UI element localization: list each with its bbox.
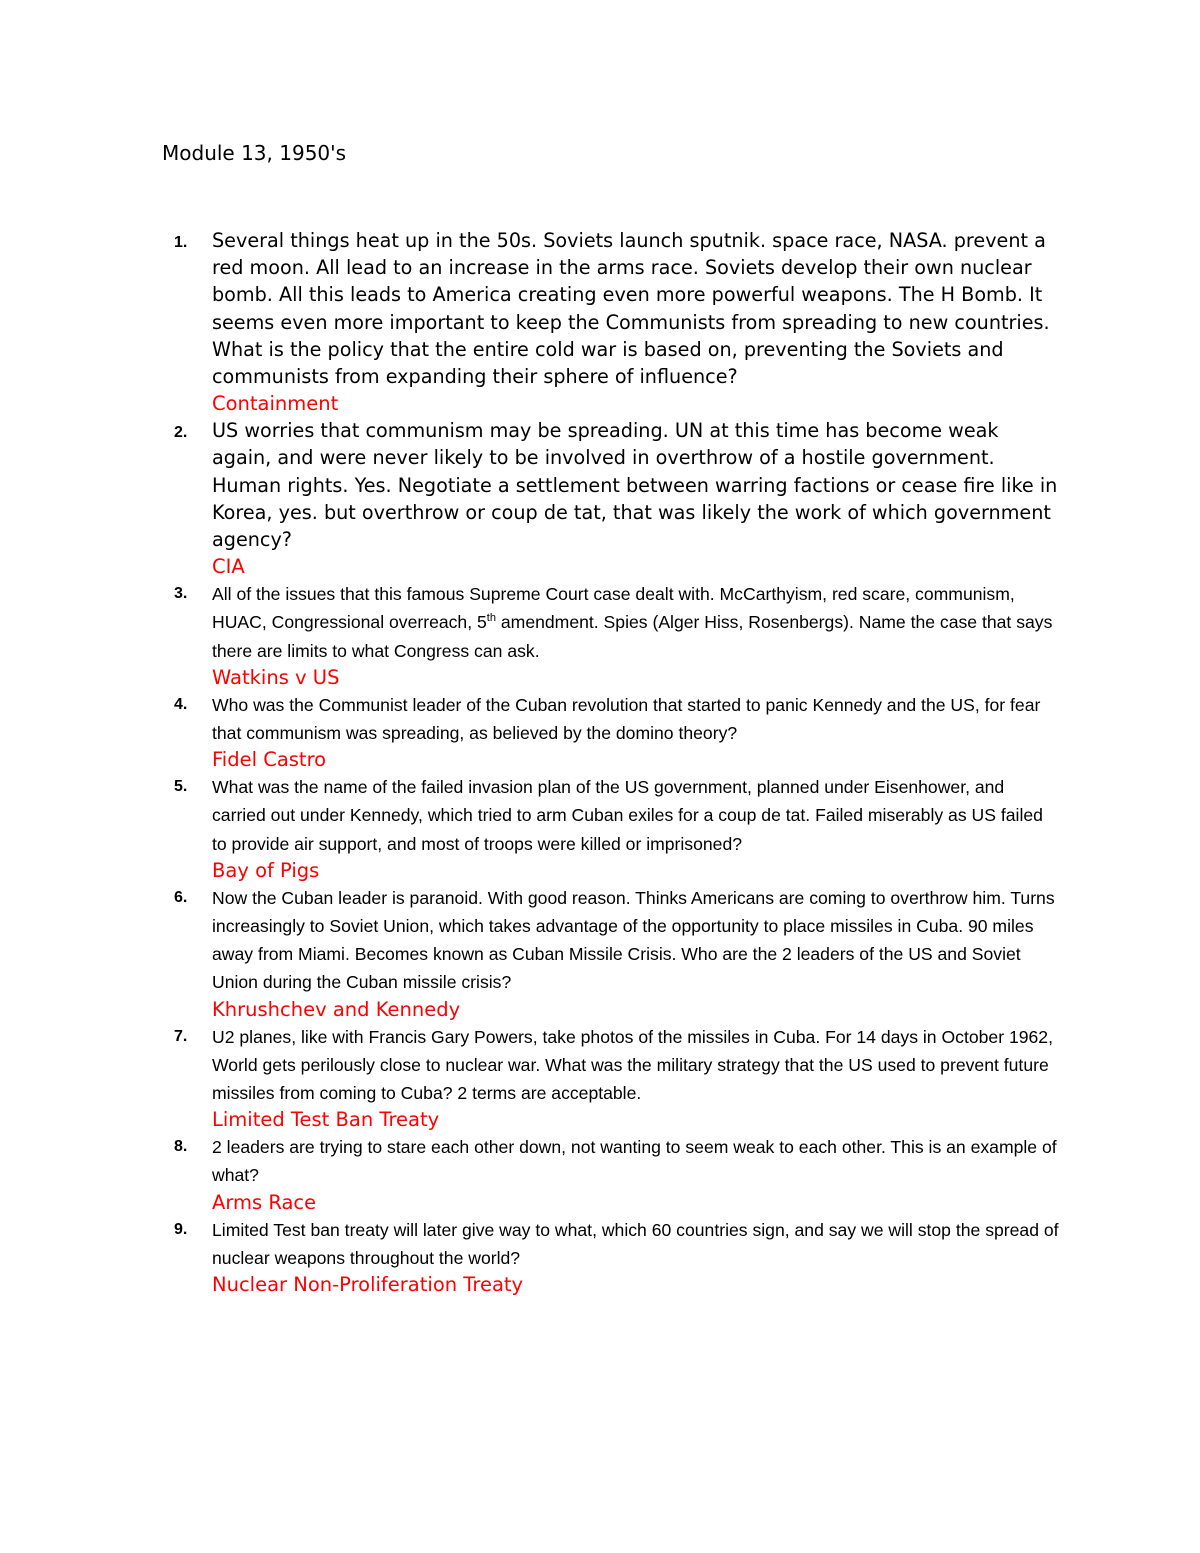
answer-text: Khrushchev and Kennedy (212, 997, 461, 1021)
question-text: Several things heat up in the 50s. Soviets launch sputnik. space race, NASA. prevent a red moon. All lead to an increase in the arms race. Soviets develop their own nuclear bomb. All this leads to America creating even more powerful weapons. The H Bomb. It seems even more important to keep the Communists from spreading to new countries. What is the policy that the entire cold war is based on, preventing the Soviets and communists from expanding their sphere of influence? (212, 229, 1050, 389)
question-item-3 (0, 580, 1062, 691)
answer-text: Containment (212, 392, 339, 416)
question-text: 2 leaders are trying to stare each other down, not wanting to seem weak to each other. This is an example of what? (212, 1137, 1057, 1186)
question-number: 3. (174, 585, 188, 603)
question-item-8 (0, 1133, 1062, 1215)
answer-text: Arms Race (212, 1190, 317, 1214)
question-text (212, 580, 1062, 665)
question-text: Limited Test ban treaty will later give way to what, which 60 countries sign, and say we will stop the spread of nuclear weapons throughout the world? (212, 1219, 1059, 1268)
question-text: What was the name of the failed invasion plan of the US government, planned under Eisenhower, and carried out under Kennedy, which tried to arm Cuban exiles for a coup de tat. Failed miserably as US failed to provide air support, and most of troops were killed or imprisoned? (212, 777, 1043, 854)
question-number: 4. (174, 695, 188, 713)
question-number: 9. (174, 1220, 188, 1238)
question-number: 5. (174, 778, 188, 796)
question-item-7 (0, 1023, 1062, 1134)
question-item-2 (0, 417, 1062, 580)
question-text: Now the Cuban leader is paranoid. With good reason. Thinks Americans are coming to overthrow him. Turns increasingly to Soviet Union, which takes advantage of the opportunity to place missiles in Cuba. 90 miles away from Miami. Becomes known as Cuban Missile Crisis. Who are the 2 leaders of the US and Soviet Union during the Cuban missile crisis? (212, 887, 1055, 993)
answer-text: Fidel Castro (212, 748, 327, 772)
answer-text: Bay of Pigs (212, 858, 320, 882)
question-text-part: All of the issues that this famous Supreme Court case dealt with. McCarthyism, red scare, communism, HUAC, Congressional overreach, 5 (212, 584, 1015, 633)
question-number: 1. (174, 234, 188, 251)
question-number: 8. (174, 1138, 188, 1156)
question-item-6 (0, 884, 1062, 1023)
question-text-part: amendment. Spies (Alger Hiss, Rosenbergs). Name the case that says there are limits to what Congress can ask. (212, 612, 1053, 661)
question-text: U2 planes, like with Francis Gary Powers, take photos of the missiles in Cuba. For 14 days in October 1962, World gets perilously close to nuclear war. What was the military strategy that the US used to prevent future missiles from coming to Cuba? 2 terms are acceptable. (212, 1026, 1053, 1104)
question-number: 6. (174, 888, 188, 906)
question-item-4 (0, 691, 1062, 773)
question-number: 2. (174, 424, 188, 442)
question-item-9 (0, 1216, 1062, 1298)
answer-text: Nuclear Non-Proliferation Treaty (212, 1273, 524, 1297)
question-text: US worries that communism may be spreading. UN at this time has become weak again, and were never likely to be involved in overthrow of a hostile government. Human rights. Yes. Negotiate a settlement between warring factions or cease fire like in Korea, yes. but overthrow or coup de tat, that was likely the work of which government agency? (212, 419, 1058, 552)
ordinal-suffix: th (486, 612, 496, 625)
answer-text: Watkins v US (212, 665, 340, 689)
answer-text: Limited Test Ban Treaty (212, 1108, 440, 1132)
question-list (0, 227, 1200, 1298)
question-text: Who was the Communist leader of the Cuban revolution that started to panic Kennedy and the US, for fear that communism was spreading, as believed by the domino theory? (212, 694, 1041, 744)
answer-text: CIA (212, 555, 245, 579)
document-title: Module 13, 1950's (162, 141, 347, 165)
question-item-5 (0, 773, 1062, 884)
question-number: 7. (174, 1027, 188, 1045)
question-item-1 (0, 227, 1062, 417)
